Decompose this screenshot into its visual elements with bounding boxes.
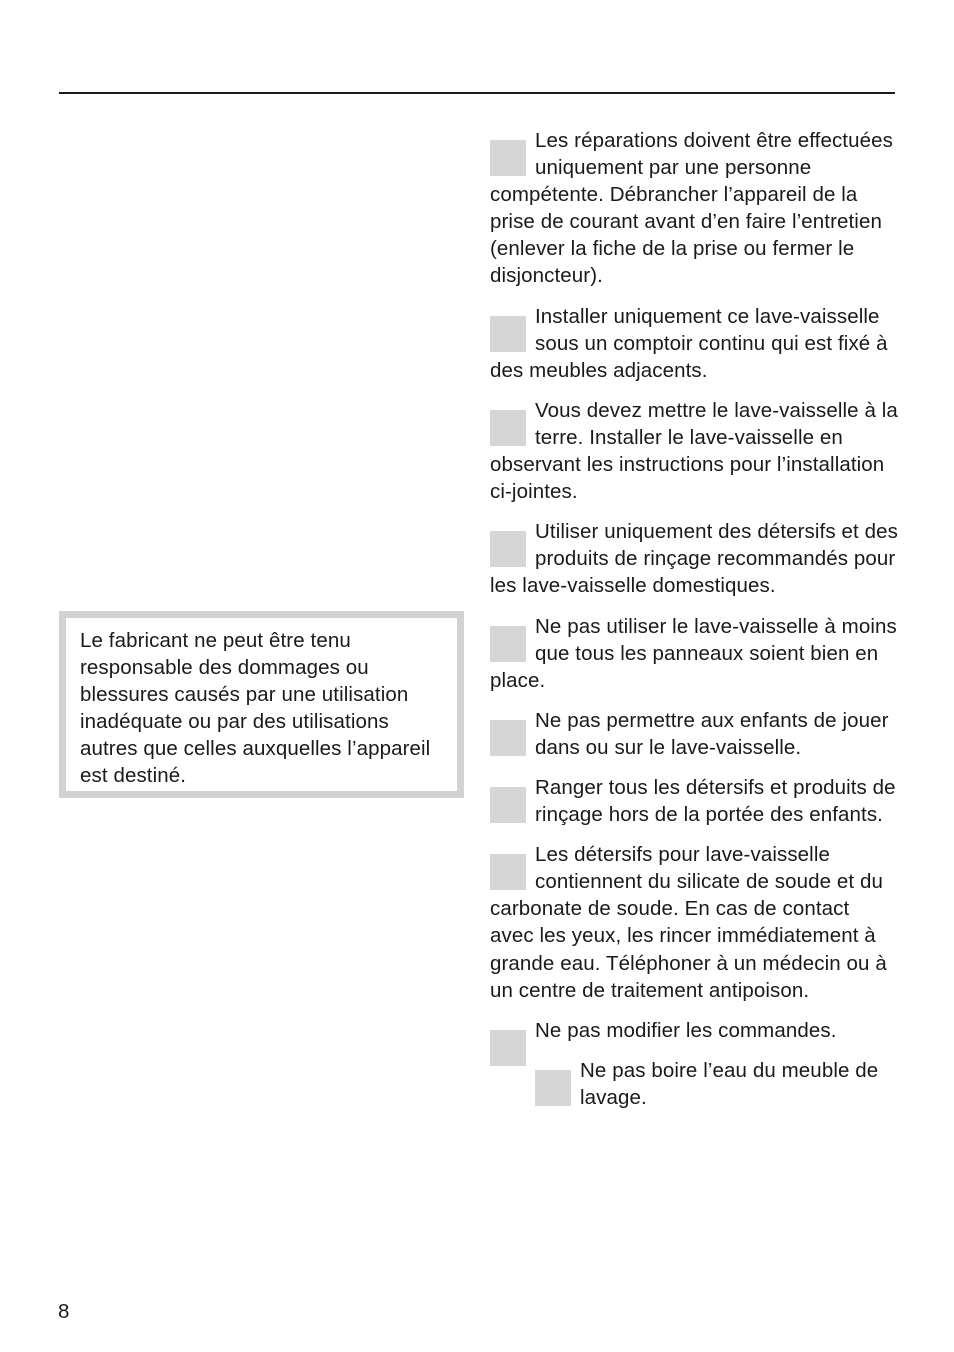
page-number: 8 [58,1300,70,1323]
bullet-marker-icon [490,410,526,446]
top-rule [59,92,895,94]
safety-item-text: Vous devez mettre le lave-vaisselle à la terre. Installer le lave-vaisselle en observant les instructions pour l’installation ci-jointes. [490,398,898,504]
safety-item [490,1057,898,1111]
safety-item-text: Les réparations doivent être effectuées uniquement par une personne compétente. Débrancher l’appareil de la prise de courant avant d’en faire l’entretien (enlever la fiche de la prise ou fermer le disjoncteur). [490,129,893,288]
bullet-marker-icon [490,140,526,176]
safety-item [490,397,898,505]
safety-item [490,707,898,761]
bullet-marker-icon [490,626,526,662]
safety-item [490,518,898,599]
safety-item-text: Utiliser uniquement des détersifs et des produits de rinçage recommandés pour les lave-vaisselle domestiques. [490,520,898,598]
safety-item [490,1017,898,1044]
safety-item-text: Ne pas permettre aux enfants de jouer dans ou sur le lave-vaisselle. [535,708,889,759]
safety-items-list [490,127,898,1124]
safety-item-text: Ne pas utiliser le lave-vaisselle à moins que tous les panneaux soient bien en place. [490,614,897,692]
liability-notice-text: Le fabricant ne peut être tenu responsable des dommages ou blessures causés par une utilisation inadéquate ou par des utilisations autres que celles auxquelles l’appareil est destiné. [80,629,431,788]
bullet-marker-icon [535,1070,571,1106]
safety-item [490,303,898,384]
safety-item [490,774,898,828]
safety-item [490,127,898,290]
bullet-marker-icon [490,787,526,823]
safety-item [490,613,898,694]
safety-item-text: Installer uniquement ce lave-vaisselle sous un comptoir continu qui est fixé à des meubles adjacents. [490,304,888,382]
bullet-marker-icon [490,316,526,352]
safety-item-text: Ne pas boire l’eau du meuble de lavage. [580,1058,879,1109]
safety-item-text: Ne pas modifier les commandes. [535,1018,837,1042]
safety-item-text: Les détersifs pour lave-vaisselle contiennent du silicate de soude et du carbonate de soude. En cas de contact avec les yeux, les rincer immédiatement à grande eau. Téléphoner à un médecin ou à un centre de traitement antipoison. [490,843,887,1002]
bullet-marker-icon [490,854,526,890]
bullet-marker-icon [490,720,526,756]
safety-item [490,841,898,1004]
safety-item-text: Ranger tous les détersifs et produits de rinçage hors de la portée des enfants. [535,775,896,827]
liability-notice-box [59,611,464,798]
bullet-marker-icon [490,531,526,567]
